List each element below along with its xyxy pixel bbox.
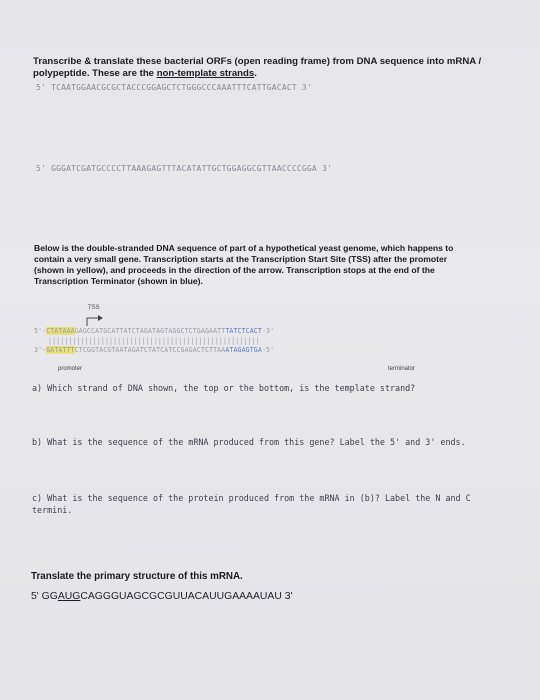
seq1-bases: TCAATGGAACGCGCTACCCGGAGCTCTGGGCCCAAATTTCATTGACACT xyxy=(51,83,297,92)
question-a: a) Which strand of DNA shown, the top or the bottom, is the template strand? xyxy=(32,383,416,393)
seq2-five-prime: 5' xyxy=(36,164,47,173)
yeast-gene-paragraph xyxy=(34,243,474,287)
top-strand-promoter: CTATAAA xyxy=(46,327,75,335)
orf-sequence-1 xyxy=(36,83,312,92)
top-strand-gene: GAGCCATGCATTATCTAGATAGTAGGCTCTGAGAATT xyxy=(74,327,226,335)
top-strand-terminator: TATCTCACT xyxy=(225,327,262,335)
tss-label: TSS xyxy=(88,305,100,311)
instruction-text: Transcribe & translate these bacterial ORFs (open reading frame) from DNA sequence into mRNA / polypeptide. These are the xyxy=(33,56,482,79)
terminator-label: terminator xyxy=(388,366,416,372)
dna-bottom-strand xyxy=(34,346,274,354)
question-b: b) What is the sequence of the mRNA produced from this gene? Label the 5' and 3' ends. xyxy=(32,437,466,447)
mrna-three-prime: 3' xyxy=(284,591,293,602)
translate-heading: Translate the primary structure of this mRNA. xyxy=(31,571,243,582)
bottom-strand-three-prime: 3'- xyxy=(34,346,47,354)
question-c: c) What is the sequence of the protein produced from the mRNA in (b)? Label the N and C termini. xyxy=(32,493,471,515)
tss-arrow-icon xyxy=(84,313,106,327)
yeast-gene-text: Below is the double-stranded DNA sequence of part of a hypothetical yeast genome, which happens to contain a very small gene. Transcription starts at the Transcription Start Site (TSS) after the promoter (shown in yellow), and proceeds in the direction of the arrow. Transcription stops at the end of the Transcription Terminator (shown in blue). xyxy=(34,243,454,286)
bottom-strand-five-prime: -5' xyxy=(261,346,275,354)
instruction-underlined-text: non-template strands xyxy=(156,68,255,79)
orf-sequence-2 xyxy=(36,164,332,173)
seq2-bases: GGGATCGATGCCCCTTAAAGAGTTTACATATTGCTGGAGGCGTTAACCCCGGA xyxy=(51,164,317,173)
bottom-strand-promoter: GATATTT xyxy=(46,346,75,354)
top-strand-five-prime: 5'- xyxy=(34,327,47,335)
seq2-three-prime: 3' xyxy=(321,164,333,173)
dna-top-strand xyxy=(34,327,274,335)
mrna-bases: CAGGGUAGCGCGUUACAUUGAAAAUAU xyxy=(80,591,282,602)
bottom-strand-gene: CTCGGTACGTAATAGATCTATCATCCGAGACTCTTAA xyxy=(74,346,226,354)
mrna-sequence xyxy=(31,591,293,602)
bottom-strand-terminator: ATAGAGTGA xyxy=(225,346,262,354)
top-strand-three-prime: -3' xyxy=(261,327,275,335)
mrna-five-prime: 5' GG xyxy=(31,591,58,602)
mrna-start-codon: AUG xyxy=(57,591,81,602)
orf-instruction xyxy=(33,56,483,80)
instruction-period: . xyxy=(254,68,257,79)
seq1-three-prime: 3' xyxy=(301,83,312,92)
base-pair-marks: |||||||||||||||||||||||||||||||||||||||||||||||||||| xyxy=(48,337,260,345)
promoter-label: promoter xyxy=(58,366,83,372)
seq1-five-prime: 5' xyxy=(36,83,47,92)
